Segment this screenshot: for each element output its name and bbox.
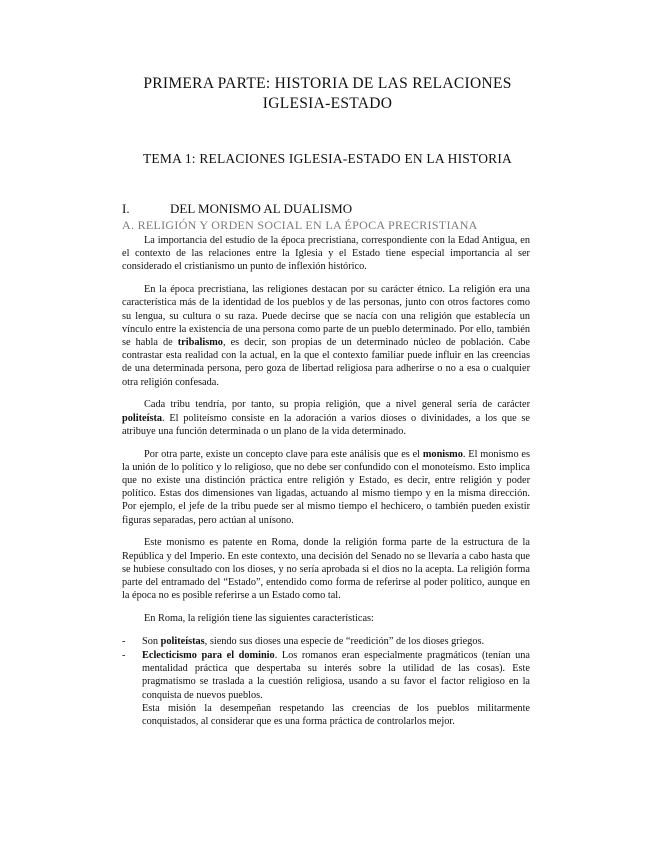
paragraph-1: La importancia del estudio de la época precristiana, correspondiente con la Edad Antigua, en el contexto de las relaciones entre la Iglesia y el Estado tiene especial importancia al ser considerado el cristianismo un punto de inflexión histórico. — [122, 235, 530, 273]
list-item-term: politeístas — [160, 635, 205, 647]
term-tribalismo: tribalismo — [177, 337, 223, 349]
paragraph-4: Por otra parte, existe un concepto clave para este análisis que es el monismo. El monismo es la unión de lo político y lo religioso, que no debe ser confundido con el monoteísmo. Esto implica que no existe una distinción práctica entre religión y Estado, es decir, entre religión y poder político. Estas dos dimensiones van ligadas, actuando al mismo tiempo y en la misma dirección. Por ejemplo, el jefe de la tribu puede ser al mismo tiempo el hechicero, o también pueden existir figuras separadas, pero actúan al unísono. — [122, 448, 530, 526]
paragraph-5: Este monismo es patente en Roma, donde la religión forma parte de la estructura de la República y del Imperio. En este contexto, una decisión del Senado no se llevaría a cabo hasta que se hubiese consultado con los dioses, y no sería aprobada si el dios no la acepta. La religión forma parte del entramado del “Estado”, entendido como forma de referirse al poder político, aunque en la época no es posible referirse a un Estado como tal. — [122, 537, 530, 602]
term-monismo: monismo — [422, 448, 463, 460]
paragraph-3: Cada tribu tendría, por tanto, su propia religión, que a nivel general sería de carácter politeísta. El politeísmo consiste en la adoración a varios dioses o divinidades, a los que se atribuye una función determinada o un plano de la vida determinado. — [122, 399, 530, 437]
section-title: DEL MONISMO AL DUALISMO — [170, 201, 353, 216]
part-title — [100, 74, 555, 114]
list-bullet: - — [122, 650, 126, 662]
list-bullet: - — [122, 635, 126, 647]
list-item-term: Eclecticismo para el dominio — [142, 650, 275, 662]
characteristics-list — [122, 635, 530, 728]
paragraph-2: En la época precristiana, las religiones destacan por su carácter étnico. La religión era una característica más de la identidad de los pueblos y de las personas, junto con otros factores como su lengua, su cultura o su raza. Puede decirse que se nacía con una religión que establecía un vínculo entre la existencia de una persona como parte de un pueblo determinado. Por ello, también se habla de tribalismo, es decir, son propias de un determinado núcleo de población. Cabe contrastar esta realidad con la actual, en la que el contexto familiar puede influir en las creencias de una determinada persona, pero goza de libertad religiosa para adherirse o no a esa o cualquier otra religión confesada. — [122, 284, 530, 388]
section-heading — [122, 200, 352, 217]
part-title-line-2: IGLESIA-ESTADO — [262, 95, 393, 112]
list-item-continuation: Esta misión la desempeñan respetando las creencias de los pueblos militarmente conquistados, al considerar que es una forma práctica de controlarlos mejor. — [142, 702, 530, 728]
document-body — [122, 234, 530, 729]
list-item: - Eclecticismo para el dominio. Los romanos eran especialmente pragmáticos (tenían una mentalidad práctica que despertaba su interés sobre la utilidad de las cosas). Este pragmatismo se traslada a la cuestión religiosa, usando a su favor el factor religioso en la conquista de nuevos pueblos. Esta misión la desempeñan respetando las creencias de los pueblos militarmente conquistados, al considerar que es una forma práctica de controlarlos mejor. — [122, 650, 530, 728]
section-number: I. — [122, 201, 130, 216]
chapter-title: TEMA 1: RELACIONES IGLESIA-ESTADO EN LA HISTORIA — [142, 151, 512, 166]
term-politeista: politeísta — [122, 412, 163, 424]
list-item: - Son politeístas, siendo sus dioses una especie de “reedición” de los dioses griegos. — [122, 635, 485, 647]
paragraph-6: En Roma, la religión tiene las siguientes características: — [144, 613, 374, 625]
part-title-line-1: PRIMERA PARTE: HISTORIA DE LAS RELACIONES — [143, 75, 512, 92]
subsection-heading: A. RELIGIÓN Y ORDEN SOCIAL EN LA ÉPOCA PRECRISTIANA — [122, 218, 478, 232]
